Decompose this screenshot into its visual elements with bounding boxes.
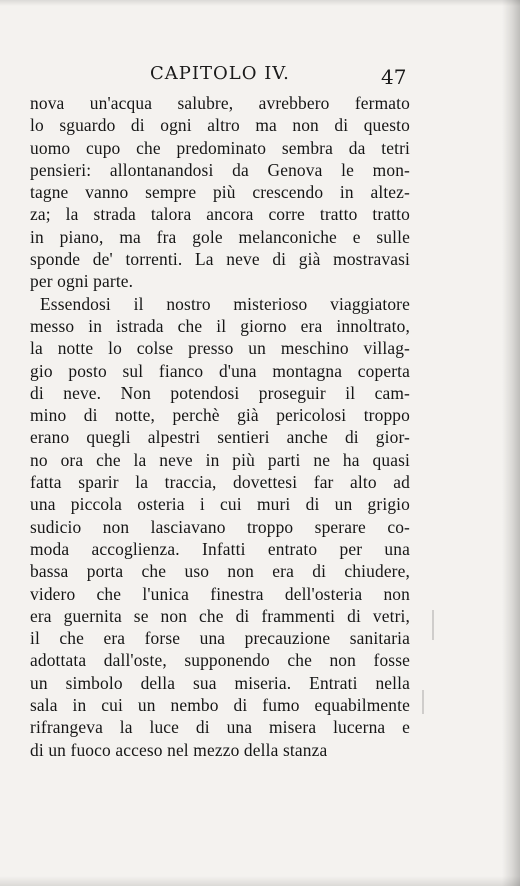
text-line: uomo cupo che predominato sembra da tetri [30, 137, 410, 158]
scan-mark [422, 690, 424, 714]
running-header [0, 63, 520, 89]
chapter-title: CAPITOLO IV. [150, 63, 290, 84]
text-line: pensieri: allontanandosi da Genova le mon- [30, 159, 410, 180]
text-line: adottata dall'oste, supponendo che non fosse [30, 650, 410, 671]
text-line: videro che l'unica finestra dell'osteria non [30, 583, 410, 604]
text-line: fatta sparir la traccia, dovettesi far alto ad [30, 472, 410, 493]
paragraph [30, 293, 410, 761]
text-line: moda accoglienza. Infatti entrato per una [30, 538, 410, 559]
text-line: erano quegli alpestri sentieri anche di gior- [30, 427, 410, 448]
scan-mark [432, 610, 434, 640]
text-line: gio posto sul fianco d'una montagna coperta [30, 360, 410, 381]
text-line: di neve. Non potendosi proseguir il cam- [30, 382, 410, 403]
text-line: in piano, ma fra gole melanconiche e sulle [30, 226, 410, 247]
text-line: la notte lo colse presso un meschino villag- [30, 338, 410, 359]
page-number: 47 [381, 65, 407, 89]
text-line: za; la strada talora ancora corre tratto tratto [30, 204, 410, 225]
body-text [30, 92, 410, 761]
text-line: rifrangeva la luce di una misera lucerna e [30, 717, 410, 738]
text-line: nova un'acqua salubre, avrebbero fermato [30, 93, 410, 113]
bottom-edge-shadow [0, 876, 520, 886]
text-line: lo sguardo di ogni altro ma non di questo [30, 115, 410, 136]
top-edge-shadow [0, 0, 520, 6]
text-line: una piccola osteria i cui muri di un grigio [30, 494, 410, 515]
text-line: sala in cui un nembo di fumo equabilmente [30, 695, 410, 716]
text-line: sponde de' torrenti. La neve di già mostravasi [30, 249, 410, 270]
text-line: il che era forse una precauzione sanitaria [30, 628, 410, 649]
text-line: messo in istrada che il giorno era innoltrato, [30, 315, 410, 336]
paragraph [30, 92, 410, 293]
text-line: bassa porta che uso non era di chiudere, [30, 561, 410, 582]
text-line: no ora che la neve in più parti ne ha quasi [30, 449, 410, 470]
text-line: Essendosi il nostro misterioso viaggiatore [40, 293, 410, 314]
text-line: un simbolo della sua miseria. Entrati nella [30, 672, 410, 693]
text-line: per ogni parte. [30, 271, 134, 292]
text-line: di un fuoco acceso nel mezzo della stanza [30, 739, 328, 760]
text-line: mino di notte, perchè già pericolosi troppo [30, 405, 410, 426]
right-edge-shadow [502, 0, 520, 886]
text-line: era guernita se non che di frammenti di vetri, [30, 605, 410, 626]
text-line: sudicio non lasciavano troppo sperare co- [30, 516, 410, 537]
text-line: tagne vanno sempre più crescendo in altez- [30, 182, 410, 203]
